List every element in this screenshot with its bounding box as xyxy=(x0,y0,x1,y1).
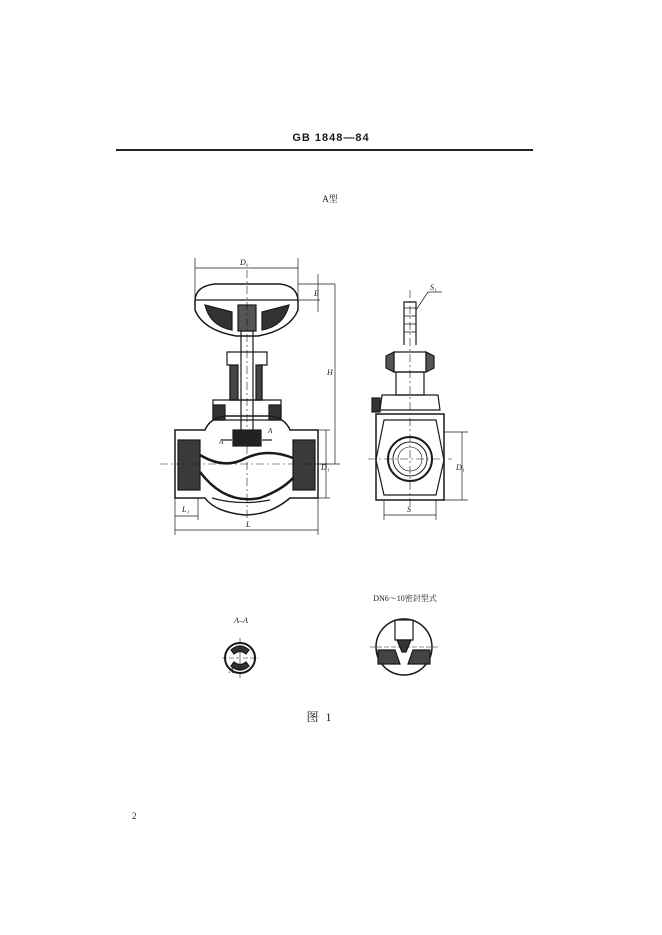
dim-d1-side: D₁ xyxy=(456,463,465,472)
section-marker-a: A xyxy=(229,666,234,675)
svg-text:A: A xyxy=(219,438,224,446)
dim-s1: S₁ xyxy=(430,283,437,292)
side-view xyxy=(368,290,452,510)
seal-detail xyxy=(370,619,438,675)
dim-d0: D₀ xyxy=(240,258,249,267)
dim-l: L xyxy=(246,520,251,529)
dim-l1: L₁ xyxy=(182,505,190,514)
dim-h: H xyxy=(327,368,333,377)
standard-header: GB 1848—84 xyxy=(292,132,370,144)
section-a-a-label: A–A xyxy=(234,616,248,625)
svg-text:A: A xyxy=(268,427,273,435)
seal-type-label: DN6～10密封型式 xyxy=(373,594,437,603)
figure-caption: 图 1 xyxy=(306,710,334,724)
dim-e: E xyxy=(314,289,319,298)
dim-s: S xyxy=(407,505,411,514)
section-a-a xyxy=(222,638,258,680)
side-dimensions xyxy=(384,292,468,520)
type-label: A型 xyxy=(322,194,338,204)
front-section-view xyxy=(160,270,330,520)
page-number: 2 xyxy=(132,811,137,821)
dim-d1-front: D₁ xyxy=(321,463,330,472)
